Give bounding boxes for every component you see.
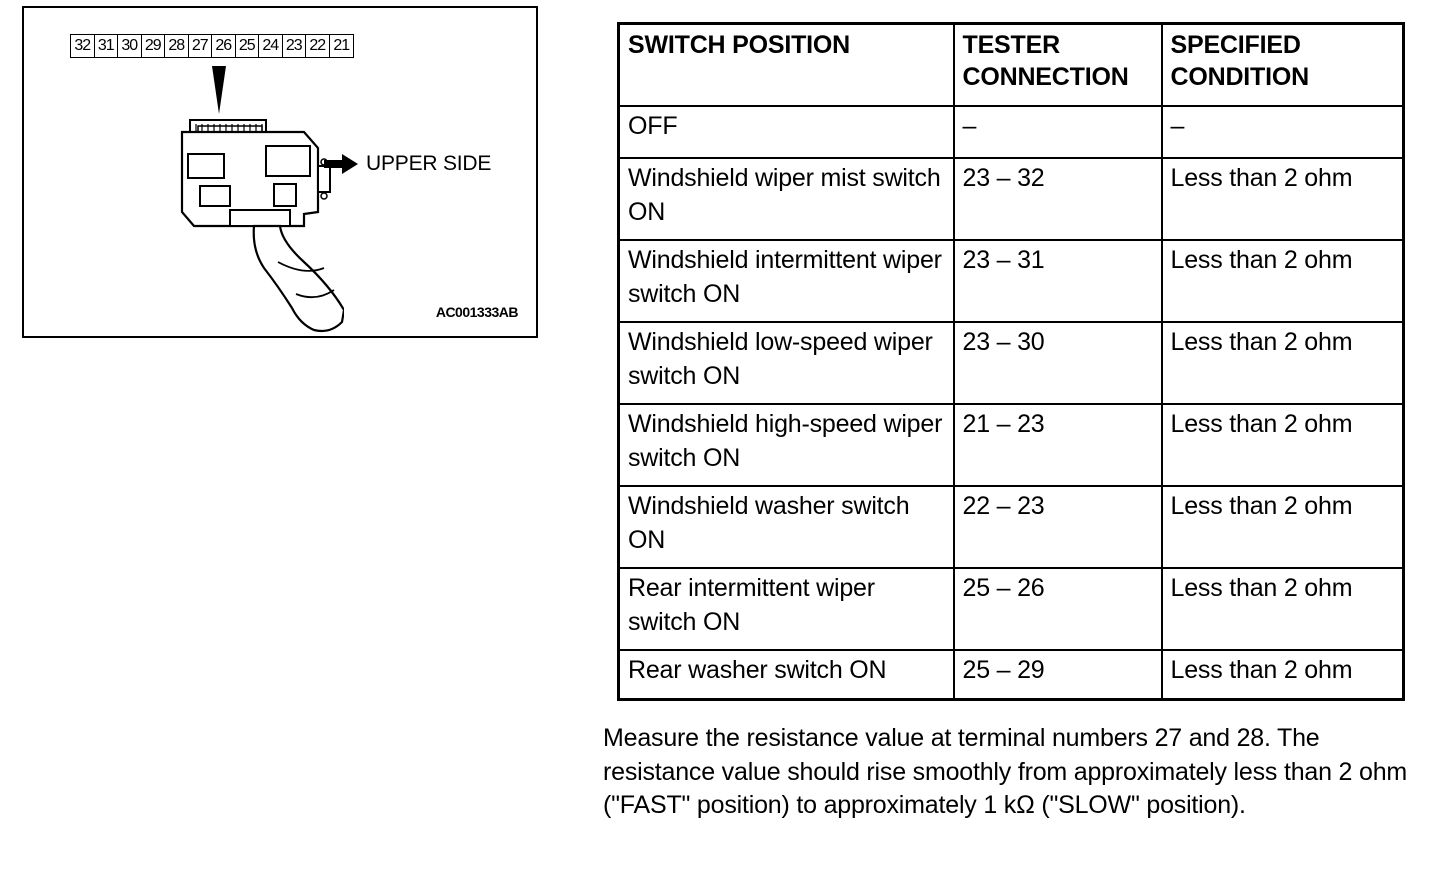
table-row bbox=[619, 486, 1404, 568]
header-tester-connection: TESTER CONNECTION bbox=[954, 24, 1162, 106]
switch-continuity-table bbox=[617, 22, 1405, 701]
cell-switch-position: Windshield intermittent wiper switch ON bbox=[619, 240, 954, 322]
table-row bbox=[619, 568, 1404, 650]
terminal-number: 29 bbox=[142, 35, 166, 57]
cell-specified-condition: Less than 2 ohm bbox=[1162, 568, 1404, 650]
cell-switch-position: Rear intermittent wiper switch ON bbox=[619, 568, 954, 650]
cell-switch-position: Windshield wiper mist switch ON bbox=[619, 158, 954, 240]
cell-tester-connection: 21 – 23 bbox=[954, 404, 1162, 486]
cell-tester-connection: 23 – 32 bbox=[954, 158, 1162, 240]
table-row bbox=[619, 404, 1404, 486]
wiper-switch-illustration bbox=[154, 62, 344, 334]
cell-specified-condition: – bbox=[1162, 106, 1404, 158]
cell-tester-connection: 23 – 31 bbox=[954, 240, 1162, 322]
header-specified-condition: SPECIFIED CONDITION bbox=[1162, 24, 1404, 106]
figure-code: AC001333AB bbox=[435, 304, 518, 320]
terminal-number: 31 bbox=[95, 35, 119, 57]
upper-side-label: UPPER SIDE bbox=[366, 152, 492, 175]
cell-switch-position: Windshield low-speed wiper switch ON bbox=[619, 322, 954, 404]
terminal-number: 32 bbox=[71, 35, 95, 57]
table-row bbox=[619, 650, 1404, 700]
terminal-number: 21 bbox=[333, 37, 350, 54]
terminal-number: 27 bbox=[189, 35, 213, 57]
cell-specified-condition: Less than 2 ohm bbox=[1162, 322, 1404, 404]
terminal-number: 30 bbox=[118, 35, 142, 57]
cell-specified-condition: Less than 2 ohm bbox=[1162, 404, 1404, 486]
table-row bbox=[619, 240, 1404, 322]
table-row bbox=[619, 322, 1404, 404]
cell-switch-position: OFF bbox=[619, 106, 954, 158]
cell-specified-condition: Less than 2 ohm bbox=[1162, 650, 1404, 700]
terminal-number: 22 bbox=[306, 35, 330, 57]
cell-switch-position: Windshield washer switch ON bbox=[619, 486, 954, 568]
cell-switch-position: Windshield high-speed wiper switch ON bbox=[619, 404, 954, 486]
cell-tester-connection: 23 – 30 bbox=[954, 322, 1162, 404]
terminal-number: 26 bbox=[212, 35, 236, 57]
terminal-number: 25 bbox=[236, 35, 260, 57]
cell-tester-connection: 22 – 23 bbox=[954, 486, 1162, 568]
table-row bbox=[619, 106, 1404, 158]
header-switch-position: SWITCH POSITION bbox=[619, 24, 954, 106]
table-row bbox=[619, 158, 1404, 240]
table-header-row bbox=[619, 24, 1404, 106]
cell-switch-position: Rear washer switch ON bbox=[619, 650, 954, 700]
terminal-number: 23 bbox=[283, 35, 307, 57]
cell-tester-connection: – bbox=[954, 106, 1162, 158]
arrow-right-icon bbox=[324, 154, 358, 174]
terminal-number-strip bbox=[70, 34, 354, 58]
terminal-number: 24 bbox=[259, 35, 283, 57]
measurement-note: Measure the resistance value at terminal numbers 27 and 28. The resistance value should rise smoothly from approximately less than 2 ohm ("FAST" position) to approximately 1 kΩ ("SLOW" position). bbox=[603, 724, 1408, 819]
terminal-number: 28 bbox=[165, 35, 189, 57]
cell-specified-condition: Less than 2 ohm bbox=[1162, 158, 1404, 240]
cell-tester-connection: 25 – 26 bbox=[954, 568, 1162, 650]
switch-figure bbox=[22, 6, 538, 338]
cell-specified-condition: Less than 2 ohm bbox=[1162, 240, 1404, 322]
cell-tester-connection: 25 – 29 bbox=[954, 650, 1162, 700]
cell-specified-condition: Less than 2 ohm bbox=[1162, 486, 1404, 568]
upper-side-indicator bbox=[324, 152, 491, 176]
